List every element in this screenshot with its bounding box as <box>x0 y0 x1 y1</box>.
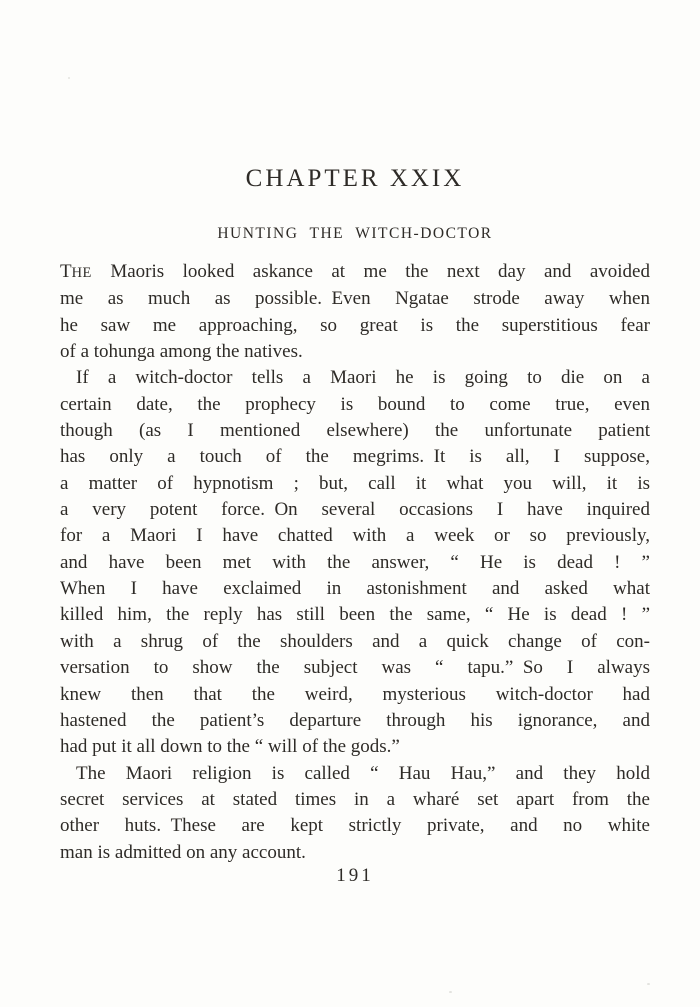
text-line: When I have exclaimed in astonishment and asked what <box>60 578 650 600</box>
chapter-subtitle: HUNTING THE WITCH-DOCTOR <box>217 225 493 242</box>
text-line: me as much as possible. Even Ngatae strode away when <box>60 288 650 310</box>
text-line: If a witch-doctor tells a Maori he is going to die on a <box>76 367 650 389</box>
text-line: for a Maori I have chatted with a week or so previously, <box>60 525 650 547</box>
text-line: had put it all down to the “ will of the gods.” <box>60 736 400 758</box>
text-line: a very potent force. On several occasions I have inquired <box>60 499 650 521</box>
text-line: secret services at stated times in a wharé set apart from the <box>60 788 650 810</box>
text-line: though (as I mentioned elsewhere) the unfortunate patient <box>60 420 650 442</box>
text-line: with a shrug of the shoulders and a quick change of con- <box>60 630 650 652</box>
text-line: certain date, the prophecy is bound to come true, even <box>60 393 650 415</box>
text-line: man is admitted on any account. <box>60 841 306 863</box>
body-text <box>60 259 650 866</box>
text-line: knew then that the weird, mysterious witch-doctor had <box>60 683 650 705</box>
text-line: and have been met with the answer, “ He is dead ! ” <box>60 551 650 573</box>
text-line: he saw me approaching, so great is the superstitious fear <box>60 314 650 336</box>
small-caps-lead: HE <box>71 265 92 281</box>
scan-speck <box>449 991 452 993</box>
text-line: hastened the patient’s departure through his ignorance, and <box>60 709 650 731</box>
text-line: a matter of hypnotism ; but, call it what you will, it is <box>60 472 650 494</box>
text-line: has only a touch of the megrims. It is all, I suppose, <box>60 446 650 468</box>
text-line: The Maori religion is called “ Hau Hau,” and they hold <box>76 762 650 784</box>
chapter-title: CHAPTER XXIX <box>245 165 465 192</box>
scan-speck <box>68 77 70 79</box>
text-line: versation to show the subject was “ tapu.” So I always <box>60 657 650 679</box>
text-line: other huts. These are kept strictly private, and no white <box>60 815 650 837</box>
page-number: 191 <box>336 865 374 886</box>
text-line: THE Maoris looked askance at me the next day and avoided <box>60 261 650 282</box>
text-line: of a tohunga among the natives. <box>60 341 303 363</box>
scan-speck <box>647 983 650 985</box>
text-line: killed him, the reply has still been the same, “ He is dead ! ” <box>60 604 650 626</box>
